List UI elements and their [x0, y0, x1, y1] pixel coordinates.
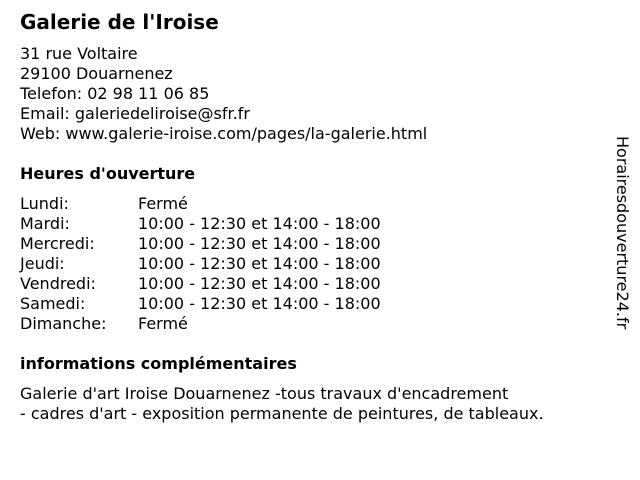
hours-time: 10:00 - 12:30 et 14:00 - 18:00 — [138, 254, 381, 273]
hours-row-lundi — [20, 194, 381, 214]
hours-day: Mardi: — [20, 214, 70, 233]
address-block — [20, 44, 427, 144]
web-line: Web: www.galerie-iroise.com/pages/la-galerie.html — [20, 124, 428, 143]
info-line-1: Galerie d'art Iroise Douarnenez -tous travaux d'encadrement — [20, 384, 509, 403]
hours-day: Mercredi: — [20, 234, 95, 253]
hours-time: Fermé — [138, 194, 188, 213]
hours-time: 10:00 - 12:30 et 14:00 - 18:00 — [138, 274, 381, 293]
hours-day: Lundi: — [20, 194, 69, 213]
hours-time: Fermé — [138, 314, 188, 333]
hours-heading: Heures d'ouverture — [20, 164, 196, 183]
hours-time: 10:00 - 12:30 et 14:00 - 18:00 — [138, 214, 381, 233]
address-street: 31 rue Voltaire — [20, 44, 138, 63]
hours-table — [20, 194, 381, 334]
hours-row-mardi — [20, 214, 381, 234]
info-line-2: - cadres d'art - exposition permanente de peintures, de tableaux. — [20, 404, 544, 423]
info-heading: informations complémentaires — [20, 354, 297, 373]
hours-day: Jeudi: — [20, 254, 65, 273]
hours-day: Dimanche: — [20, 314, 107, 333]
hours-day: Samedi: — [20, 294, 86, 313]
hours-row-jeudi — [20, 254, 381, 274]
hours-row-vendredi — [20, 274, 381, 294]
phone-line: Telefon: 02 98 11 06 85 — [20, 84, 210, 103]
hours-day: Vendredi: — [20, 274, 96, 293]
hours-row-mercredi — [20, 234, 381, 254]
email-line: Email: galeriedeliroise@sfr.fr — [20, 104, 250, 123]
business-name: Galerie de l'Iroise — [20, 10, 219, 34]
site-watermark: Horairesdouverture24.fr — [613, 136, 632, 330]
hours-row-dimanche — [20, 314, 381, 334]
info-description — [20, 384, 544, 424]
hours-time: 10:00 - 12:30 et 14:00 - 18:00 — [138, 294, 381, 313]
address-city: 29100 Douarnenez — [20, 64, 173, 83]
hours-row-samedi — [20, 294, 381, 314]
hours-time: 10:00 - 12:30 et 14:00 - 18:00 — [138, 234, 381, 253]
